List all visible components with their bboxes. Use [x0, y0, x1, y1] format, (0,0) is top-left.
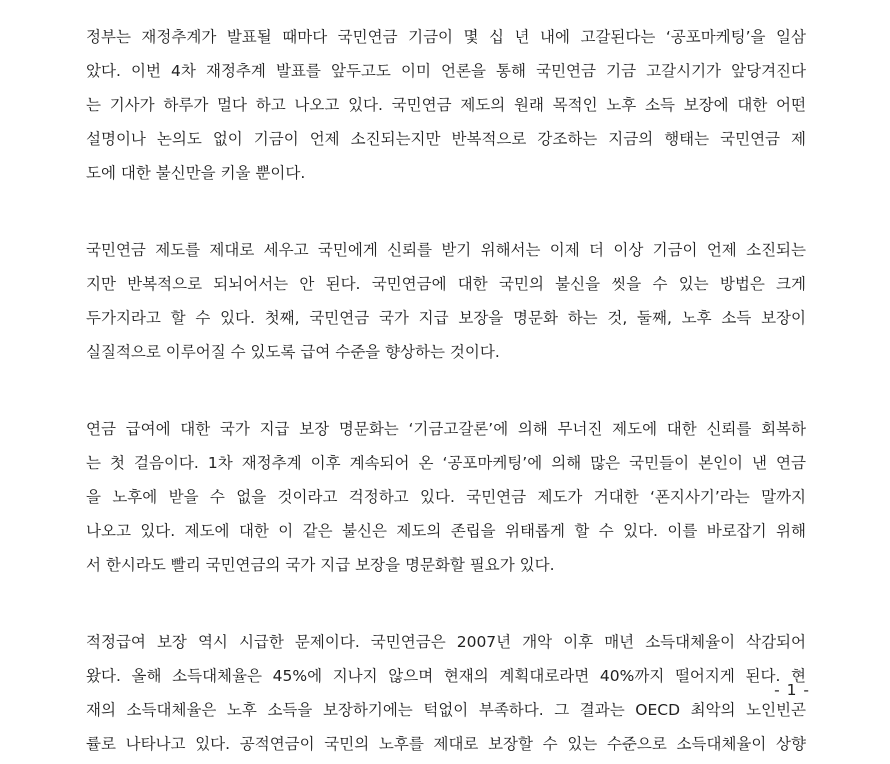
- text-line: 을 노후에 받을 수 없을 것이라고 걱정하고 있다. 국민연금 제도가 거대한 ‘폰지사기’라는 말까지: [86, 488, 806, 506]
- text-line: 았다. 이번 4차 재정추계 발표를 앞두고도 이미 언론을 통해 국민연금 기금 고갈시기가 앞당겨진다: [86, 62, 806, 80]
- paragraph-gap: [86, 582, 806, 625]
- paragraph-gap: [86, 369, 806, 412]
- text-line: 실질적으로 이루어질 수 있도록 급여 수준을 향상하는 것이다.: [86, 343, 500, 361]
- text-line: 는 첫 걸음이다. 1차 재정추계 이후 계속되어 온 ‘공포마케팅’에 의해 많은 국민들이 본인이 낸 연금: [86, 454, 806, 472]
- page-number: - 1 -: [774, 681, 810, 699]
- text-line: 재의 소득대체율은 노후 소득을 보장하기에는 턱없이 부족하다. 그 결과는 OECD 최악의 노인빈곤: [86, 701, 806, 719]
- text-line: 설명이나 논의도 없이 기금이 언제 소진되는지만 반복적으로 강조하는 지금의 행태는 국민연금 제: [86, 130, 806, 148]
- text-line: 도에 대한 불신만을 키울 뿐이다.: [86, 164, 306, 182]
- text-line: 적정급여 보장 역시 시급한 문제이다. 국민연금은 2007년 개악 이후 매년 소득대체율이 삭감되어: [86, 633, 806, 651]
- text-line: 나오고 있다. 제도에 대한 이 같은 불신은 제도의 존립을 위태롭게 할 수 있다. 이를 바로잡기 위해: [86, 522, 806, 540]
- text-line: 는 기사가 하루가 멀다 하고 나오고 있다. 국민연금 제도의 원래 목적인 노후 소득 보장에 대한 어떤: [86, 96, 806, 114]
- text-line: 정부는 재정추계가 발표될 때마다 국민연금 기금이 몇 십 년 내에 고갈된다는 ‘공포마케팅’을 일삼: [86, 28, 806, 46]
- paragraph-4: [86, 625, 806, 761]
- paragraph-3: [86, 412, 806, 582]
- text-line: 왔다. 올해 소득대체율은 45%에 지나지 않으며 현재의 계획대로라면 40%까지 떨어지게 된다. 현: [86, 667, 806, 685]
- text-line: 률로 나타나고 있다. 공적연금이 국민의 노후를 제대로 보장할 수 있는 수준으로 소득대체율이 상향: [86, 735, 806, 753]
- paragraph-gap: [86, 190, 806, 233]
- text-line: 두가지라고 할 수 있다. 첫째, 국민연금 국가 지급 보장을 명문화 하는 것, 둘째, 노후 소득 보장이: [86, 309, 806, 327]
- text-line: 서 한시라도 빨리 국민연금의 국가 지급 보장을 명문화할 필요가 있다.: [86, 556, 555, 574]
- document-body: [86, 20, 806, 761]
- text-line: 지만 반복적으로 되뇌어서는 안 된다. 국민연금에 대한 국민의 불신을 씻을 수 있는 방법은 크게: [86, 275, 806, 293]
- text-line: 연금 급여에 대한 국가 지급 보장 명문화는 ‘기금고갈론’에 의해 무너진 제도에 대한 신뢰를 회복하: [86, 420, 806, 438]
- paragraph-1: [86, 20, 806, 190]
- text-line: 국민연금 제도를 제대로 세우고 국민에게 신뢰를 받기 위해서는 이제 더 이상 기금이 언제 소진되는: [86, 241, 806, 259]
- paragraph-2: [86, 233, 806, 369]
